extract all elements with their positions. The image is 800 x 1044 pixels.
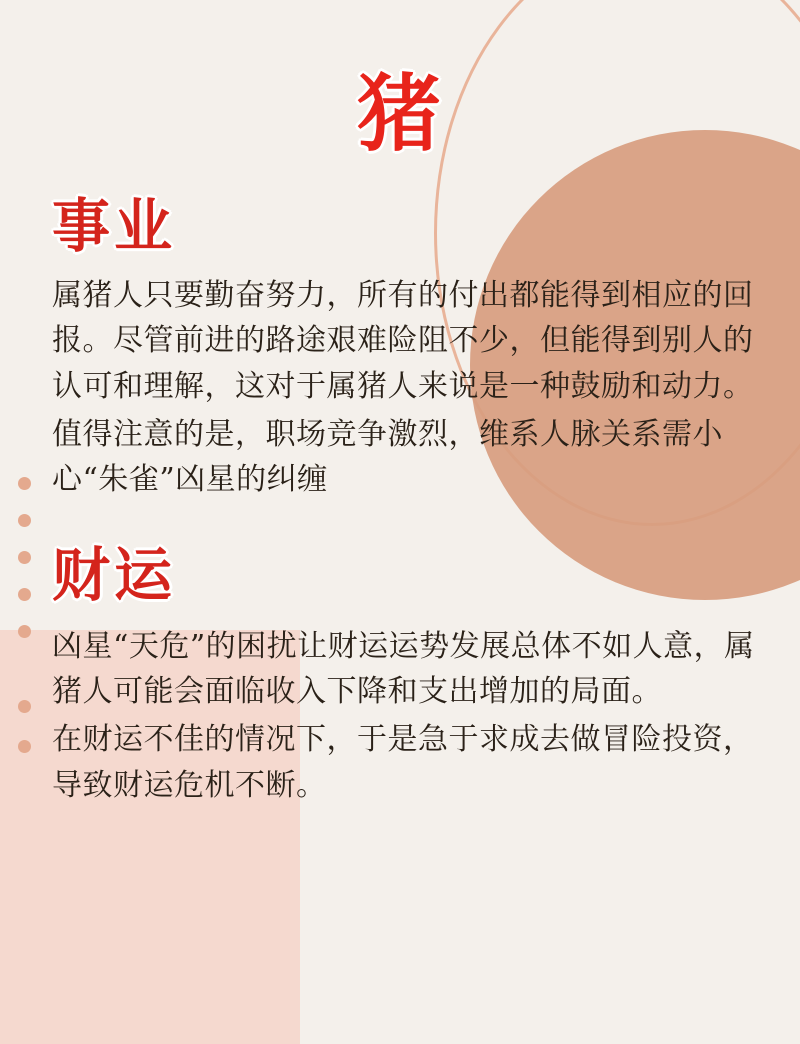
section-career-body xyxy=(52,273,770,503)
page-title: 猪 xyxy=(356,65,443,163)
section-career-title: 事业 xyxy=(52,192,177,260)
section-wealth-title: 财运 xyxy=(52,540,177,609)
section-career xyxy=(30,192,770,503)
section-wealth-body xyxy=(52,624,770,808)
paragraph: 属猪人只要勤奋努力，所有的付出都能得到相应的回报。尽管前进的路途艰难险阻不少，但能得到别人的认可和理解，这对于属猪人来说是一种鼓励和动力。 xyxy=(52,277,754,405)
paragraph: 值得注意的是，职场竞争激烈，维系人脉关系需小心“朱雀”凶星的纠缠 xyxy=(52,416,723,498)
paragraph: 在财运不佳的情况下，于是急于求成去做冒险投资，导致财运危机不断。 xyxy=(52,721,754,803)
paragraph: 凶星“天危”的困扰让财运运势发展总体不如人意，属猪人可能会面临收入下降和支出增加的局面。 xyxy=(52,628,755,710)
section-wealth xyxy=(30,540,770,808)
